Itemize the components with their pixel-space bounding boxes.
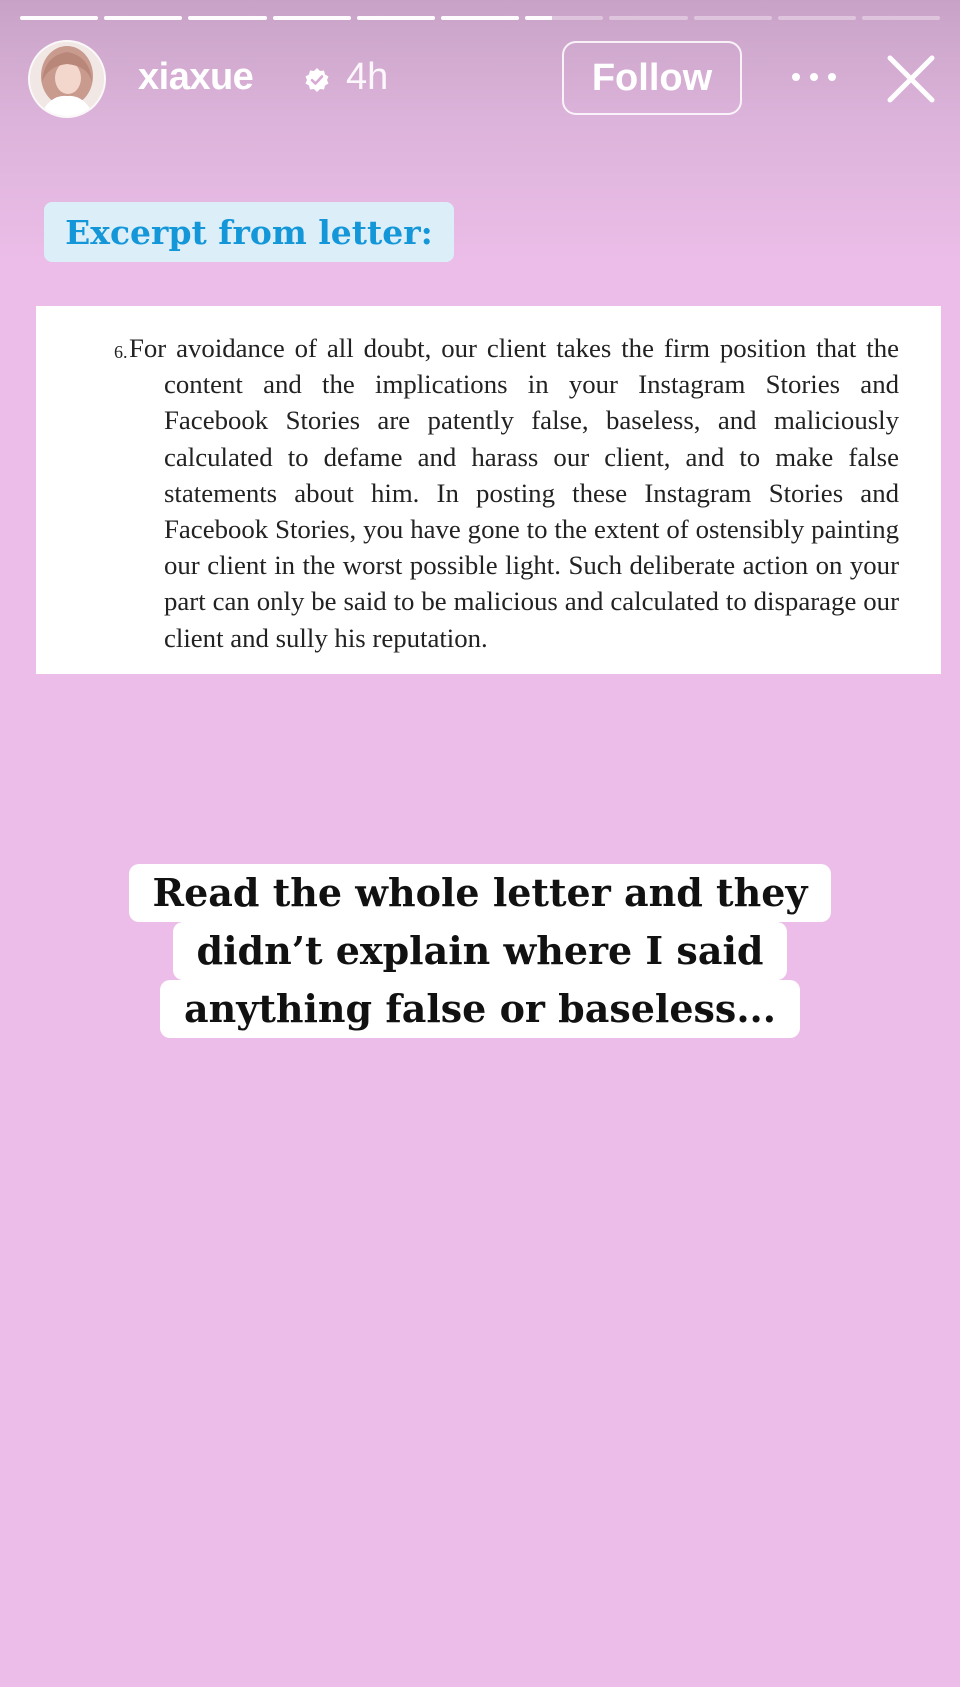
progress-segment-fill: [188, 16, 266, 20]
post-time: 4h: [346, 56, 389, 98]
close-icon[interactable]: [886, 54, 936, 104]
letter-excerpt: [36, 306, 941, 674]
caption-line-2: didn’t explain where I said: [173, 922, 788, 980]
progress-segment: [188, 16, 266, 20]
verified-badge-icon: [304, 67, 330, 93]
progress-segment: [104, 16, 182, 20]
paragraph-text: For avoidance of all doubt, our client takes the firm position that the content and the implications in your Instagram Stories and Facebook Stories are patently false, baseless, and maliciously calculated to defame and harass our client, and to make false statements about him. In posting these Instagram Stories and Facebook Stories, you have gone to the extent of ostensibly painting our client in the worst possible light. Such deliberate action on your part can only be said to be malicious and calculated to disparage our client and sully his reputation.: [129, 333, 899, 653]
progress-segment-fill: [104, 16, 182, 20]
caption-line-3: anything false or baseless...: [160, 980, 800, 1038]
more-options-icon[interactable]: [792, 62, 836, 92]
avatar[interactable]: [28, 40, 106, 118]
progress-segment: [273, 16, 351, 20]
progress-segment: [20, 16, 98, 20]
progress-segment-fill: [273, 16, 351, 20]
progress-segment-fill: [441, 16, 519, 20]
progress-segment: [357, 16, 435, 20]
story-caption: [0, 864, 960, 1038]
follow-button[interactable]: Follow: [562, 41, 742, 115]
caption-line-1: Read the whole letter and they: [129, 864, 832, 922]
excerpt-label: Excerpt from letter:: [44, 202, 454, 262]
progress-segment: [525, 16, 603, 20]
progress-segment-fill: [20, 16, 98, 20]
progress-segment: [778, 16, 856, 20]
progress-segment: [862, 16, 940, 20]
progress-segment: [694, 16, 772, 20]
progress-segment: [609, 16, 687, 20]
avatar-image: [30, 42, 104, 116]
username[interactable]: xiaxue: [138, 56, 254, 98]
story-progress-bar: [20, 16, 940, 20]
progress-segment: [441, 16, 519, 20]
paragraph-number: 6.: [114, 342, 128, 362]
letter-paragraph: [76, 330, 899, 656]
progress-segment-fill: [525, 16, 552, 20]
story-header: [28, 40, 940, 118]
progress-segment-fill: [357, 16, 435, 20]
